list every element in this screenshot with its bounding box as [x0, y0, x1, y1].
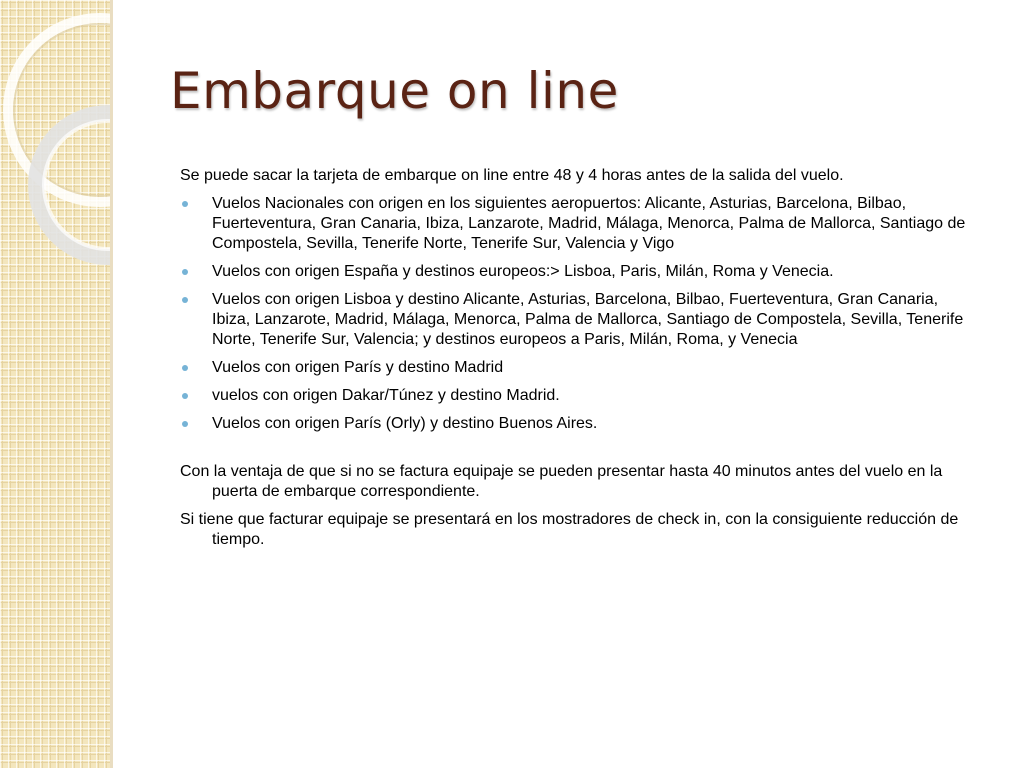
bullet-icon [182, 269, 188, 275]
bullet-list [180, 194, 980, 434]
list-item-text: Vuelos con origen España y destinos europeos:> Lisboa, Paris, Milán, Roma y Venecia. [212, 263, 834, 280]
bullet-icon [182, 297, 188, 303]
list-item-text: Vuelos con origen Lisboa y destino Alicante, Asturias, Barcelona, Bilbao, Fuerteventura, Gran Canaria, Ibiza, Lanzarote, Madrid, Málaga, Menorca, Palma de Mallorca, Santiago de Compostela, Sevilla, Tenerife Norte, Tenerife Sur, Valencia; y destinos europeos a Paris, Milán, Roma, y Venecia [212, 291, 964, 348]
list-item [180, 386, 980, 406]
bullet-icon [182, 393, 188, 399]
list-item [180, 194, 980, 254]
slide-content [180, 166, 980, 558]
list-item [180, 262, 980, 282]
list-item [180, 414, 980, 434]
intro-paragraph: Se puede sacar la tarjeta de embarque on line entre 48 y 4 horas antes de la salida del vuelo. [180, 167, 844, 184]
list-item-text: vuelos con origen Dakar/Túnez y destino Madrid. [212, 387, 560, 404]
list-item [180, 358, 980, 378]
list-item [180, 290, 980, 350]
slide-title: Embarque on line [170, 62, 619, 120]
list-item-text: Vuelos con origen París y destino Madrid [212, 359, 504, 376]
footer-paragraph: Con la ventaja de que si no se factura equipaje se pueden presentar hasta 40 minutos antes del vuelo en la puerta de embarque correspondiente. [180, 463, 943, 500]
bullet-icon [182, 201, 188, 207]
bullet-icon [182, 421, 188, 427]
list-item-text: Vuelos con origen París (Orly) y destino Buenos Aires. [212, 415, 598, 432]
list-item-text: Vuelos Nacionales con origen en los siguientes aeropuertos: Alicante, Asturias, Barcelona, Bilbao, Fuerteventura, Gran Canaria, Ibiza, Lanzarote, Madrid, Málaga, Menorca, Palma de Mallorca, Santiago de Compostela, Sevilla, Tenerife Norte, Tenerife Sur, Valencia y Vigo [212, 195, 966, 252]
footer-paragraph: Si tiene que facturar equipaje se presentará en los mostradores de check in, con la consiguiente reducción de tiempo. [180, 511, 959, 548]
decorative-circles [0, 0, 113, 768]
decorative-side-panel [0, 0, 113, 768]
bullet-icon [182, 365, 188, 371]
spacer [180, 442, 980, 462]
